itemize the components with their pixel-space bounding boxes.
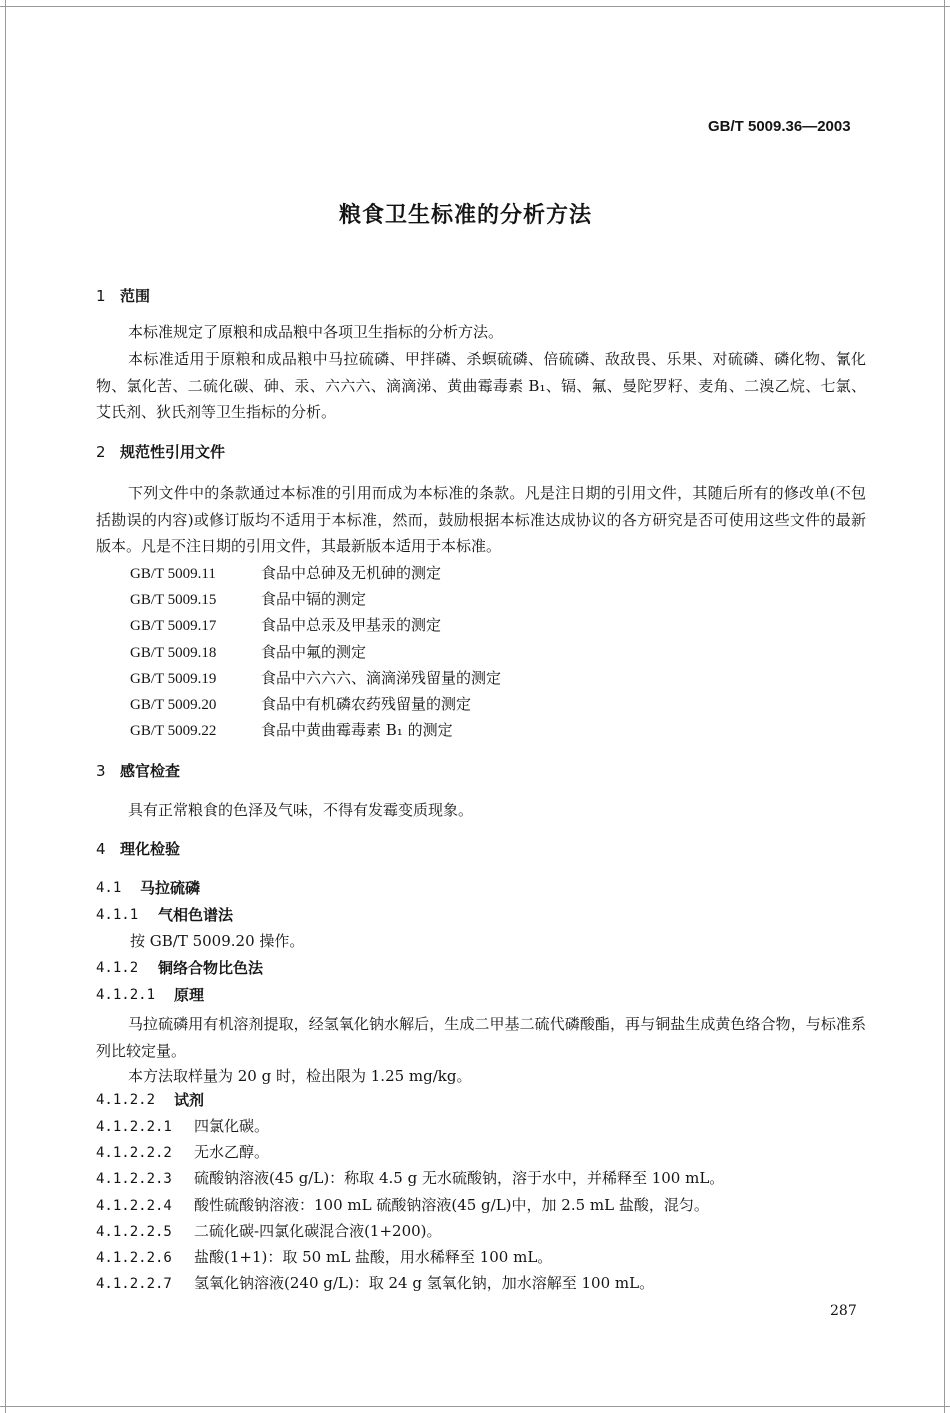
page-title: 粮食卫生标准的分析方法: [339, 203, 593, 228]
section-1-paragraph-1: 本标准规定了原粮和成品粮中各项卫生指标的分析方法。: [128, 323, 504, 341]
reference-code: GB/T 5009.20: [130, 697, 217, 713]
reference-title: 食品中黄曲霉毒素 B₁ 的测定: [261, 721, 453, 739]
reference-code: GB/T 5009.22: [130, 723, 217, 739]
reference-item: [130, 563, 441, 584]
reference-item: [130, 668, 501, 689]
reference-title: 食品中总汞及甲基汞的测定: [261, 616, 442, 634]
reference-code: GB/T 5009.19: [130, 671, 217, 687]
reagent-number: 4.1.2.2.5: [96, 1224, 172, 1240]
reference-code: GB/T 5009.17: [130, 618, 217, 634]
reference-code: GB/T 5009.18: [130, 645, 217, 661]
scan-right-border: [944, 0, 945, 1413]
section-3-heading: 感官检查: [120, 762, 181, 780]
reagent-item: [96, 1221, 442, 1242]
scan-left-border: [5, 0, 6, 1413]
section-3-paragraph-1: 具有正常粮食的色泽及气味，不得有发霉变质现象。: [128, 801, 474, 819]
page-number: 287: [830, 1303, 857, 1319]
reagent-text: 硫酸钠溶液(45 g/L)：称取 4.5 g 无水硫酸钠，溶于水中，并稀释至 100 mL。: [194, 1169, 725, 1187]
section-4-1-2-heading: 铜络合物比色法: [158, 959, 264, 977]
principle-paragraph-2: 本方法取样量为 20 g 时，检出限为 1.25 mg/kg。: [128, 1067, 472, 1085]
section-2-heading: 规范性引用文件: [120, 443, 226, 461]
section-4-1-1-paragraph: 按 GB/T 5009.20 操作。: [130, 932, 305, 950]
scan-bottom-border: [0, 1406, 950, 1407]
reference-title: 食品中镉的测定: [261, 590, 367, 608]
section-4-1-1-number: 4.1.1: [96, 907, 139, 923]
section-1-number: 1: [96, 287, 106, 305]
section-4-1-2-2-number: 4.1.2.2: [96, 1092, 156, 1108]
reagent-number: 4.1.2.2.7: [96, 1276, 172, 1292]
section-4-1-number: 4.1: [96, 880, 122, 896]
section-4-1-1-heading: 气相色谱法: [158, 906, 234, 924]
reference-title: 食品中氟的测定: [261, 643, 367, 661]
reagent-text: 酸性硫酸钠溶液：100 mL 硫酸钠溶液(45 g/L)中，加 2.5 mL 盐酸，混匀。: [194, 1196, 709, 1214]
section-4-heading: 理化检验: [120, 840, 181, 858]
reagent-text: 盐酸(1+1)：取 50 mL 盐酸，用水稀释至 100 mL。: [194, 1248, 553, 1266]
reference-item: [130, 589, 366, 610]
reference-item: [130, 694, 471, 715]
reagent-number: 4.1.2.2.3: [96, 1171, 172, 1187]
section-2-paragraph-1: 下列文件中的条款通过本标准的引用而成为本标准的条款。凡是注日期的引用文件，其随后所有的修改单(不包括勘误的内容)或修订版均不适用于本标准，然而，鼓励根据本标准达成协议的各方研究是否可使用这些文件的最新版本。凡是不注日期的引用文件，其最新版本适用于本标准。: [96, 484, 866, 555]
reagent-item: [96, 1116, 269, 1137]
section-1-heading: 范围: [120, 287, 151, 305]
document-code: GB/T 5009.36—2003: [708, 118, 851, 135]
reference-code: GB/T 5009.11: [130, 566, 216, 582]
reference-item: [130, 642, 366, 663]
reference-code: GB/T 5009.15: [130, 592, 217, 608]
principle-paragraph-1: 马拉硫磷用有机溶剂提取，经氢氧化钠水解后，生成二甲基二硫代磷酸酯，再与铜盐生成黄色络合物，与标准系列比较定量。: [96, 1015, 866, 1060]
reagent-item: [96, 1195, 709, 1216]
section-4-1-2-number: 4.1.2: [96, 960, 139, 976]
section-3-number: 3: [96, 762, 106, 780]
section-4-1-2-2-heading: 试剂: [174, 1091, 205, 1109]
section-4-1-heading: 马拉硫磷: [140, 879, 201, 897]
reagent-text: 无水乙醇。: [194, 1143, 270, 1161]
reagent-number: 4.1.2.2.1: [96, 1119, 172, 1135]
reference-title: 食品中六六六、滴滴涕残留量的测定: [261, 669, 502, 687]
reference-item: [130, 720, 453, 741]
reagent-text: 四氯化碳。: [194, 1117, 270, 1135]
reference-item: [130, 615, 441, 636]
scan-top-border: [0, 6, 950, 7]
section-4-number: 4: [96, 840, 106, 858]
reference-title: 食品中总砷及无机砷的测定: [261, 564, 442, 582]
section-1-paragraph-2: 本标准适用于原粮和成品粮中马拉硫磷、甲拌磷、杀螟硫磷、倍硫磷、敌敌畏、乐果、对硫磷、磷化物、氰化物、氯化苦、二硫化碳、砷、汞、六六六、滴滴涕、黄曲霉毒素 B₁、镉、氟、曼陀罗籽、麦角、二溴乙烷、七氯、艾氏剂、狄氏剂等卫生指标的分析。: [96, 350, 866, 421]
reagent-text: 氢氧化钠溶液(240 g/L)：取 24 g 氢氧化钠，加水溶解至 100 mL。: [194, 1274, 655, 1292]
reagent-item: [96, 1273, 654, 1294]
reagent-number: 4.1.2.2.2: [96, 1145, 172, 1161]
reagent-number: 4.1.2.2.6: [96, 1250, 172, 1266]
reagent-item: [96, 1247, 552, 1268]
reference-title: 食品中有机磷农药残留量的测定: [261, 695, 472, 713]
section-4-1-2-1-number: 4.1.2.1: [96, 987, 156, 1003]
section-2-number: 2: [96, 443, 106, 461]
section-4-1-2-1-heading: 原理: [174, 986, 205, 1004]
reagent-number: 4.1.2.2.4: [96, 1198, 172, 1214]
reagent-item: [96, 1168, 724, 1189]
reagent-text: 二硫化碳-四氯化碳混合液(1+200)。: [194, 1222, 442, 1240]
reagent-item: [96, 1142, 269, 1163]
